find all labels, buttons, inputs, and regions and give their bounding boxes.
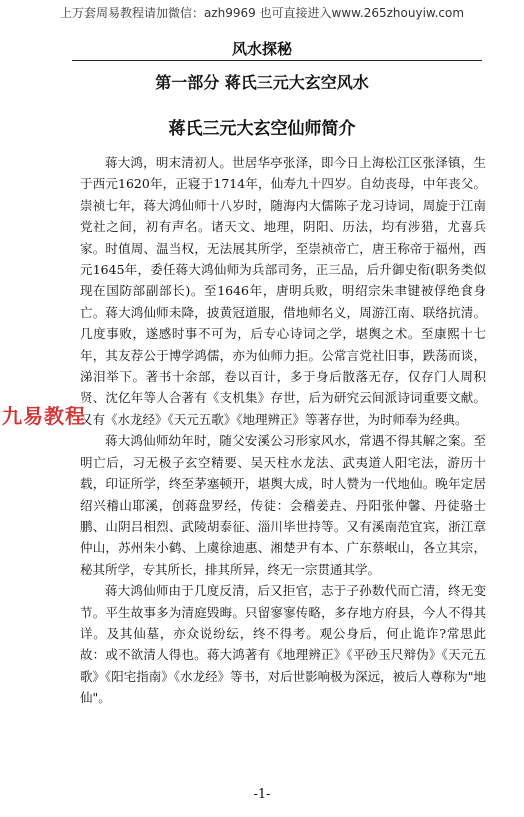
paragraph-2: 蒋大鸿仙师幼年时，随父安溪公习形家风水，常遇不得其解之案。至明亡后，习无极子玄空精要、吴天柱水龙法、武夷道人阳宅法，游历十载，印证所学，终至茅塞顿开，堪舆大成，时人赞为一代地仙。晚年定居绍兴稽山耶溪，创蒋盘罗经，传徒：会稽姜垚、丹阳张仲馨、丹徒骆士鹏、山阴吕相烈、武陵胡泰征、淄川毕世持等。又有溪南范宜宾，浙江章仲山，苏州朱小鹤、上虞徐迪惠、湘楚尹有本、广东蔡岷山，各立其宗，秘其所学，专其所长，排其所异，终无一宗贯通其学。 <box>80 433 486 577</box>
part-title: 第一部分 蒋氏三元大玄空风水 <box>155 73 369 92</box>
watermark-logo: 九易教程 <box>2 400 86 429</box>
paragraph-3: 蒋大鸿仙师由于几度反清，后又拒官，志于子孙数代而亡清，终无变节。平生故事多为清庭毁晦。只留寥寥传略，多存地方府县，今人不得其详。及其仙墓，亦众说纷纭，终不得考。观公身后，何止诡诈?常思此故：或不欲清人得也。蒋大鸿著有《地理辨正》《平砂玉尺辩伪》《天元五歌》《阳宅指南》《水龙经》等书，对后世影响极为深远，被后人尊称为"地仙"。 <box>80 583 486 706</box>
paragraph-1: 蒋大鸿，明末清初人。世居华亭张泽，即今日上海松江区张泽镇，生于西元1620年，正寝于1714年，仙寿九十四岁。自幼丧母，中年丧父。崇祯七年，蒋大鸿仙师十八岁时，随海内大儒陈子龙习诗词，周旋于江南党社之间，初有声名。诸天文、地理，阴阳、历法，均有涉猎，尤喜兵家。时值周、温当权，无法展其所学，至崇祯帝亡，唐王称帝于福州，西元1645年，委任蒋大鸿仙师为兵部司务，正三品，后升御史衔(职务类似现在国防部副部长)。至1646年，唐明兵败，明绍宗朱聿键被俘绝食身亡。蒋大鸿仙师未降，披黄冠道服，借地师名义，周游江南、联络抗清。几度事败，遂感时事不可为，后专心诗词之学，堪舆之术。至康熙十七年，其友荐公于博学鸿儒，亦为仙师力拒。公常言党社旧事，跌荡而谈，涕泪举下。著书十余部，卷以百计，多于身后散落无存，仅存门人周积贤、沈亿年等人合著有《支机集》存世，后为研究云间派诗词重要文献。又有《水龙经》《天元五歌》《地理辨正》等著存世，为时师奉为经典。 <box>80 155 486 427</box>
running-header-title: 风水探秘 <box>231 40 292 58</box>
body-text <box>80 152 486 709</box>
page-number: -1- <box>253 787 271 802</box>
top-banner: 上万套周易教程请加微信：azh9969 也可直接进入www.265zhouyiw.com <box>59 6 465 20</box>
header-rule <box>72 60 482 61</box>
section-title: 蒋氏三元大玄空仙师简介 <box>168 119 356 139</box>
